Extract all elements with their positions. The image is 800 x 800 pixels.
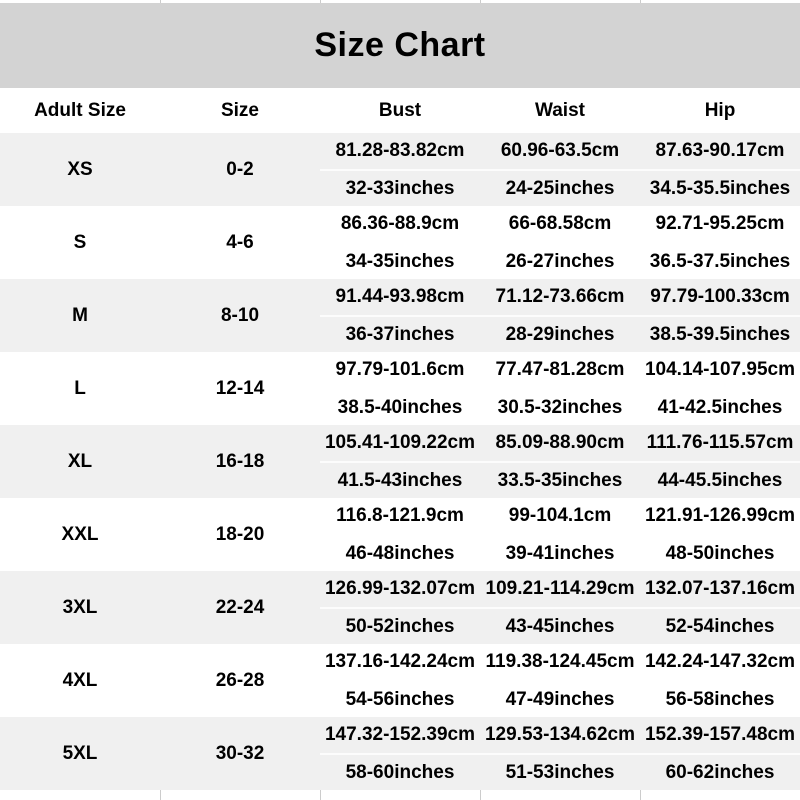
hip-in-cell: 56-58inches [665, 688, 775, 710]
waist-cm-cell: 60.96-63.5cm [480, 133, 640, 170]
bust-cm-cell: 147.32-152.39cm [320, 717, 480, 754]
table-row [0, 425, 800, 462]
bust-in-cell: 32-33inches [345, 177, 455, 199]
table-row [0, 644, 800, 681]
page-title: Size Chart [314, 26, 486, 64]
adult-size-cell: XS [67, 158, 93, 180]
bust-in-cell: 46-48inches [345, 542, 455, 564]
hip-cm-cell: 97.79-100.33cm [640, 279, 800, 316]
hip-in-cell: 34.5-35.5inches [649, 177, 791, 199]
bust-in-cell: 34-35inches [345, 250, 455, 272]
table-row [0, 717, 800, 754]
header-row [0, 88, 800, 133]
hip-cm-cell: 132.07-137.16cm [640, 571, 800, 608]
bust-cm-cell: 91.44-93.98cm [320, 279, 480, 316]
waist-cm-cell: 71.12-73.66cm [480, 279, 640, 316]
bust-in-cell: 38.5-40inches [337, 396, 463, 418]
adult-size-cell: 3XL [62, 596, 98, 618]
waist-cm-cell: 77.47-81.28cm [495, 359, 625, 380]
size-range-cell: 26-28 [215, 669, 265, 691]
adult-size-cell: XL [67, 450, 93, 472]
bust-cm-cell: 86.36-88.9cm [340, 213, 460, 234]
bust-cm-cell: 137.16-142.24cm [324, 651, 475, 672]
waist-cm-cell: 119.38-124.45cm [485, 651, 635, 672]
size-range-cell: 8-10 [220, 304, 260, 326]
bust-cm-cell: 81.28-83.82cm [320, 133, 480, 170]
hip-in-cell: 44-45.5inches [657, 469, 783, 491]
adult-size-cell: M [72, 304, 88, 326]
hip-in-cell: 36.5-37.5inches [649, 250, 791, 272]
hip-in-cell: 52-54inches [665, 615, 775, 637]
bust-cm-cell: 116.8-121.9cm [336, 505, 464, 526]
hip-in-cell: 38.5-39.5inches [649, 323, 791, 345]
bust-cm-cell: 97.79-101.6cm [335, 359, 465, 380]
size-range-cell: 30-32 [215, 742, 265, 764]
table-row [0, 498, 800, 535]
waist-in-cell: 24-25inches [505, 177, 615, 199]
hip-in-cell: 48-50inches [665, 542, 775, 564]
table-row [0, 279, 800, 316]
hip-in-cell: 41-42.5inches [657, 396, 783, 418]
size-range-cell: 16-18 [215, 450, 265, 472]
bust-cm-cell: 105.41-109.22cm [320, 425, 480, 462]
bust-in-cell: 54-56inches [345, 688, 455, 710]
grid-line [640, 790, 641, 800]
size-range-cell: 22-24 [215, 596, 265, 618]
hip-cm-cell: 152.39-157.48cm [640, 717, 800, 754]
grid-line [160, 790, 161, 800]
waist-in-cell: 30.5-32inches [497, 396, 623, 418]
bust-in-cell: 50-52inches [345, 615, 455, 637]
waist-in-cell: 28-29inches [505, 323, 615, 345]
table-row [0, 571, 800, 608]
header-bust: Bust [320, 88, 480, 133]
waist-in-cell: 33.5-35inches [497, 469, 623, 491]
title-bar [0, 3, 800, 88]
bottom-grid-strip [0, 790, 800, 800]
waist-in-cell: 51-53inches [505, 761, 615, 783]
grid-line [480, 790, 481, 800]
waist-in-cell: 43-45inches [505, 615, 615, 637]
table-row [0, 206, 800, 243]
hip-cm-cell: 87.63-90.17cm [640, 133, 800, 170]
size-range-cell: 18-20 [215, 523, 265, 545]
header-adult-size: Adult Size [0, 88, 160, 133]
size-range-cell: 0-2 [226, 158, 254, 180]
waist-cm-cell: 85.09-88.90cm [480, 425, 640, 462]
hip-cm-cell: 111.76-115.57cm [640, 425, 800, 462]
waist-cm-cell: 109.21-114.29cm [480, 571, 640, 608]
hip-cm-cell: 121.91-126.99cm [644, 505, 795, 526]
header-waist: Waist [480, 88, 640, 133]
bust-in-cell: 58-60inches [345, 761, 455, 783]
hip-cm-cell: 104.14-107.95cm [644, 359, 795, 380]
adult-size-cell: S [73, 231, 87, 253]
adult-size-cell: 4XL [62, 669, 98, 691]
waist-in-cell: 47-49inches [505, 688, 615, 710]
adult-size-cell: L [74, 377, 86, 399]
size-range-cell: 4-6 [226, 231, 254, 253]
waist-cm-cell: 129.53-134.62cm [480, 717, 640, 754]
header-size: Size [160, 88, 320, 133]
waist-in-cell: 26-27inches [505, 250, 615, 272]
header-hip: Hip [640, 88, 800, 133]
hip-cm-cell: 142.24-147.32cm [644, 651, 795, 672]
size-range-cell: 12-14 [215, 377, 265, 399]
table-row [0, 133, 800, 170]
bust-in-cell: 41.5-43inches [337, 469, 463, 491]
bust-cm-cell: 126.99-132.07cm [320, 571, 480, 608]
adult-size-cell: 5XL [62, 742, 98, 764]
grid-line [320, 790, 321, 800]
bust-in-cell: 36-37inches [345, 323, 455, 345]
adult-size-cell: XXL [61, 523, 99, 545]
size-chart-table [0, 88, 800, 790]
hip-cm-cell: 92.71-95.25cm [655, 213, 785, 234]
waist-in-cell: 39-41inches [505, 542, 615, 564]
table-row [0, 352, 800, 389]
waist-cm-cell: 66-68.58cm [508, 213, 612, 234]
waist-cm-cell: 99-104.1cm [508, 505, 612, 526]
hip-in-cell: 60-62inches [665, 761, 775, 783]
